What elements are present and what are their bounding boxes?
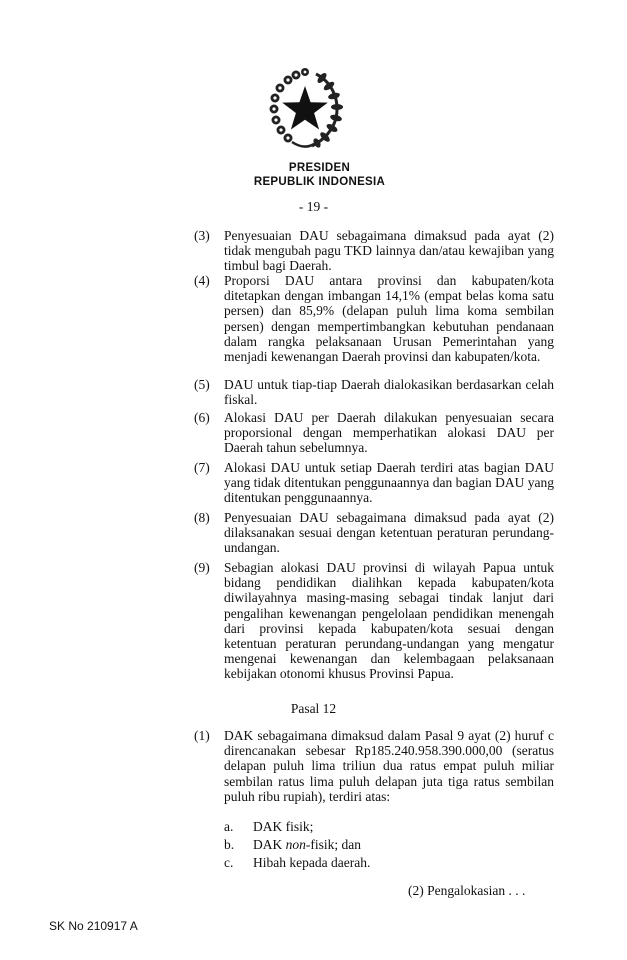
item-number: (3) bbox=[194, 228, 210, 243]
presidential-emblem bbox=[266, 66, 344, 150]
sub-item-text: Hibah kepada daerah. bbox=[253, 855, 371, 870]
item-number: (1) bbox=[194, 728, 210, 743]
item-text: Alokasi DAU untuk setiap Daerah terdiri atas bagian DAU yang tidak ditentukan penggunaannya dan bagian DAU yang ditentukan penggunaannya. bbox=[224, 460, 554, 506]
header-subtitle: REPUBLIK INDONESIA bbox=[253, 176, 386, 188]
item-text: Sebagian alokasi DAU provinsi di wilayah Papua untuk bidang pendidikan dialihkan kepada kabupaten/kota diwilayahnya masing-masing sebagai tindak lanjut dari pengalihan kewenangan pengelolaan pendidikan menengah dari provinsi kepada kabupaten/kota sesuai dengan ketentuan peraturan perundang-undangan yang mengatur mengenai kewenangan dan kelembagaan pelaksanaan kebijakan otonomi khusus Provinsi Papua. bbox=[224, 560, 554, 682]
item-number: (8) bbox=[194, 510, 210, 525]
sub-item-text: DAK non-fisik; dan bbox=[253, 837, 361, 852]
header-title: PRESIDEN bbox=[288, 162, 351, 174]
sub-item-letter: a. bbox=[224, 819, 234, 834]
item-text: DAK sebagaimana dimaksud dalam Pasal 9 ayat (2) huruf c direncanakan sebesar Rp185.240.958.390.000,00 (seratus delapan puluh lima triliun dua ratus empat puluh miliar sembilan ratus lima puluh delapan juta tiga ratus sembilan puluh ribu rupiah), terdiri atas: bbox=[224, 728, 554, 804]
item-number: (4) bbox=[194, 273, 210, 288]
item-number: (5) bbox=[194, 377, 210, 392]
item-text: Proporsi DAU antara provinsi dan kabupaten/kota ditetapkan dengan imbangan 14,1% (empat belas koma satu persen) dan 85,9% (delapan puluh lima koma sembilan persen) dengan mempertimbangkan kebutuhan pendanaan dalam rangka pelaksanaan Urusan Pemerintahan yang menjadi kewenangan Daerah provinsi dan kabupaten/kota. bbox=[224, 273, 554, 365]
sub-item-letter: c. bbox=[224, 855, 234, 870]
continuation-note: (2) Pengalokasian . . . bbox=[408, 883, 526, 898]
sub-item-text: DAK fisik; bbox=[253, 819, 314, 834]
sub-item-letter: b. bbox=[224, 837, 235, 852]
item-text: Penyesuaian DAU sebagaimana dimaksud pada ayat (2) dilaksanakan sesuai dengan ketentuan peraturan perundang-undangan. bbox=[224, 510, 554, 556]
item-text: DAU untuk tiap-tiap Daerah dialokasikan berdasarkan celah fiskal. bbox=[224, 377, 554, 408]
item-text: Penyesuaian DAU sebagaimana dimaksud pada ayat (2) tidak mengubah pagu TKD lainnya dan/atau kewajiban yang timbul bagi Daerah. bbox=[224, 228, 554, 274]
section-heading: Pasal 12 bbox=[290, 701, 337, 716]
item-number: (6) bbox=[194, 410, 210, 425]
item-number: (7) bbox=[194, 460, 210, 475]
page-number: - 19 - bbox=[298, 199, 329, 214]
item-number: (9) bbox=[194, 560, 210, 575]
item-text: Alokasi DAU per Daerah dilakukan penyesuaian secara proporsional dengan memperhatikan alokasi DAU per Daerah tahun sebelumnya. bbox=[224, 410, 554, 456]
document-code: SK No 210917 A bbox=[49, 919, 138, 933]
